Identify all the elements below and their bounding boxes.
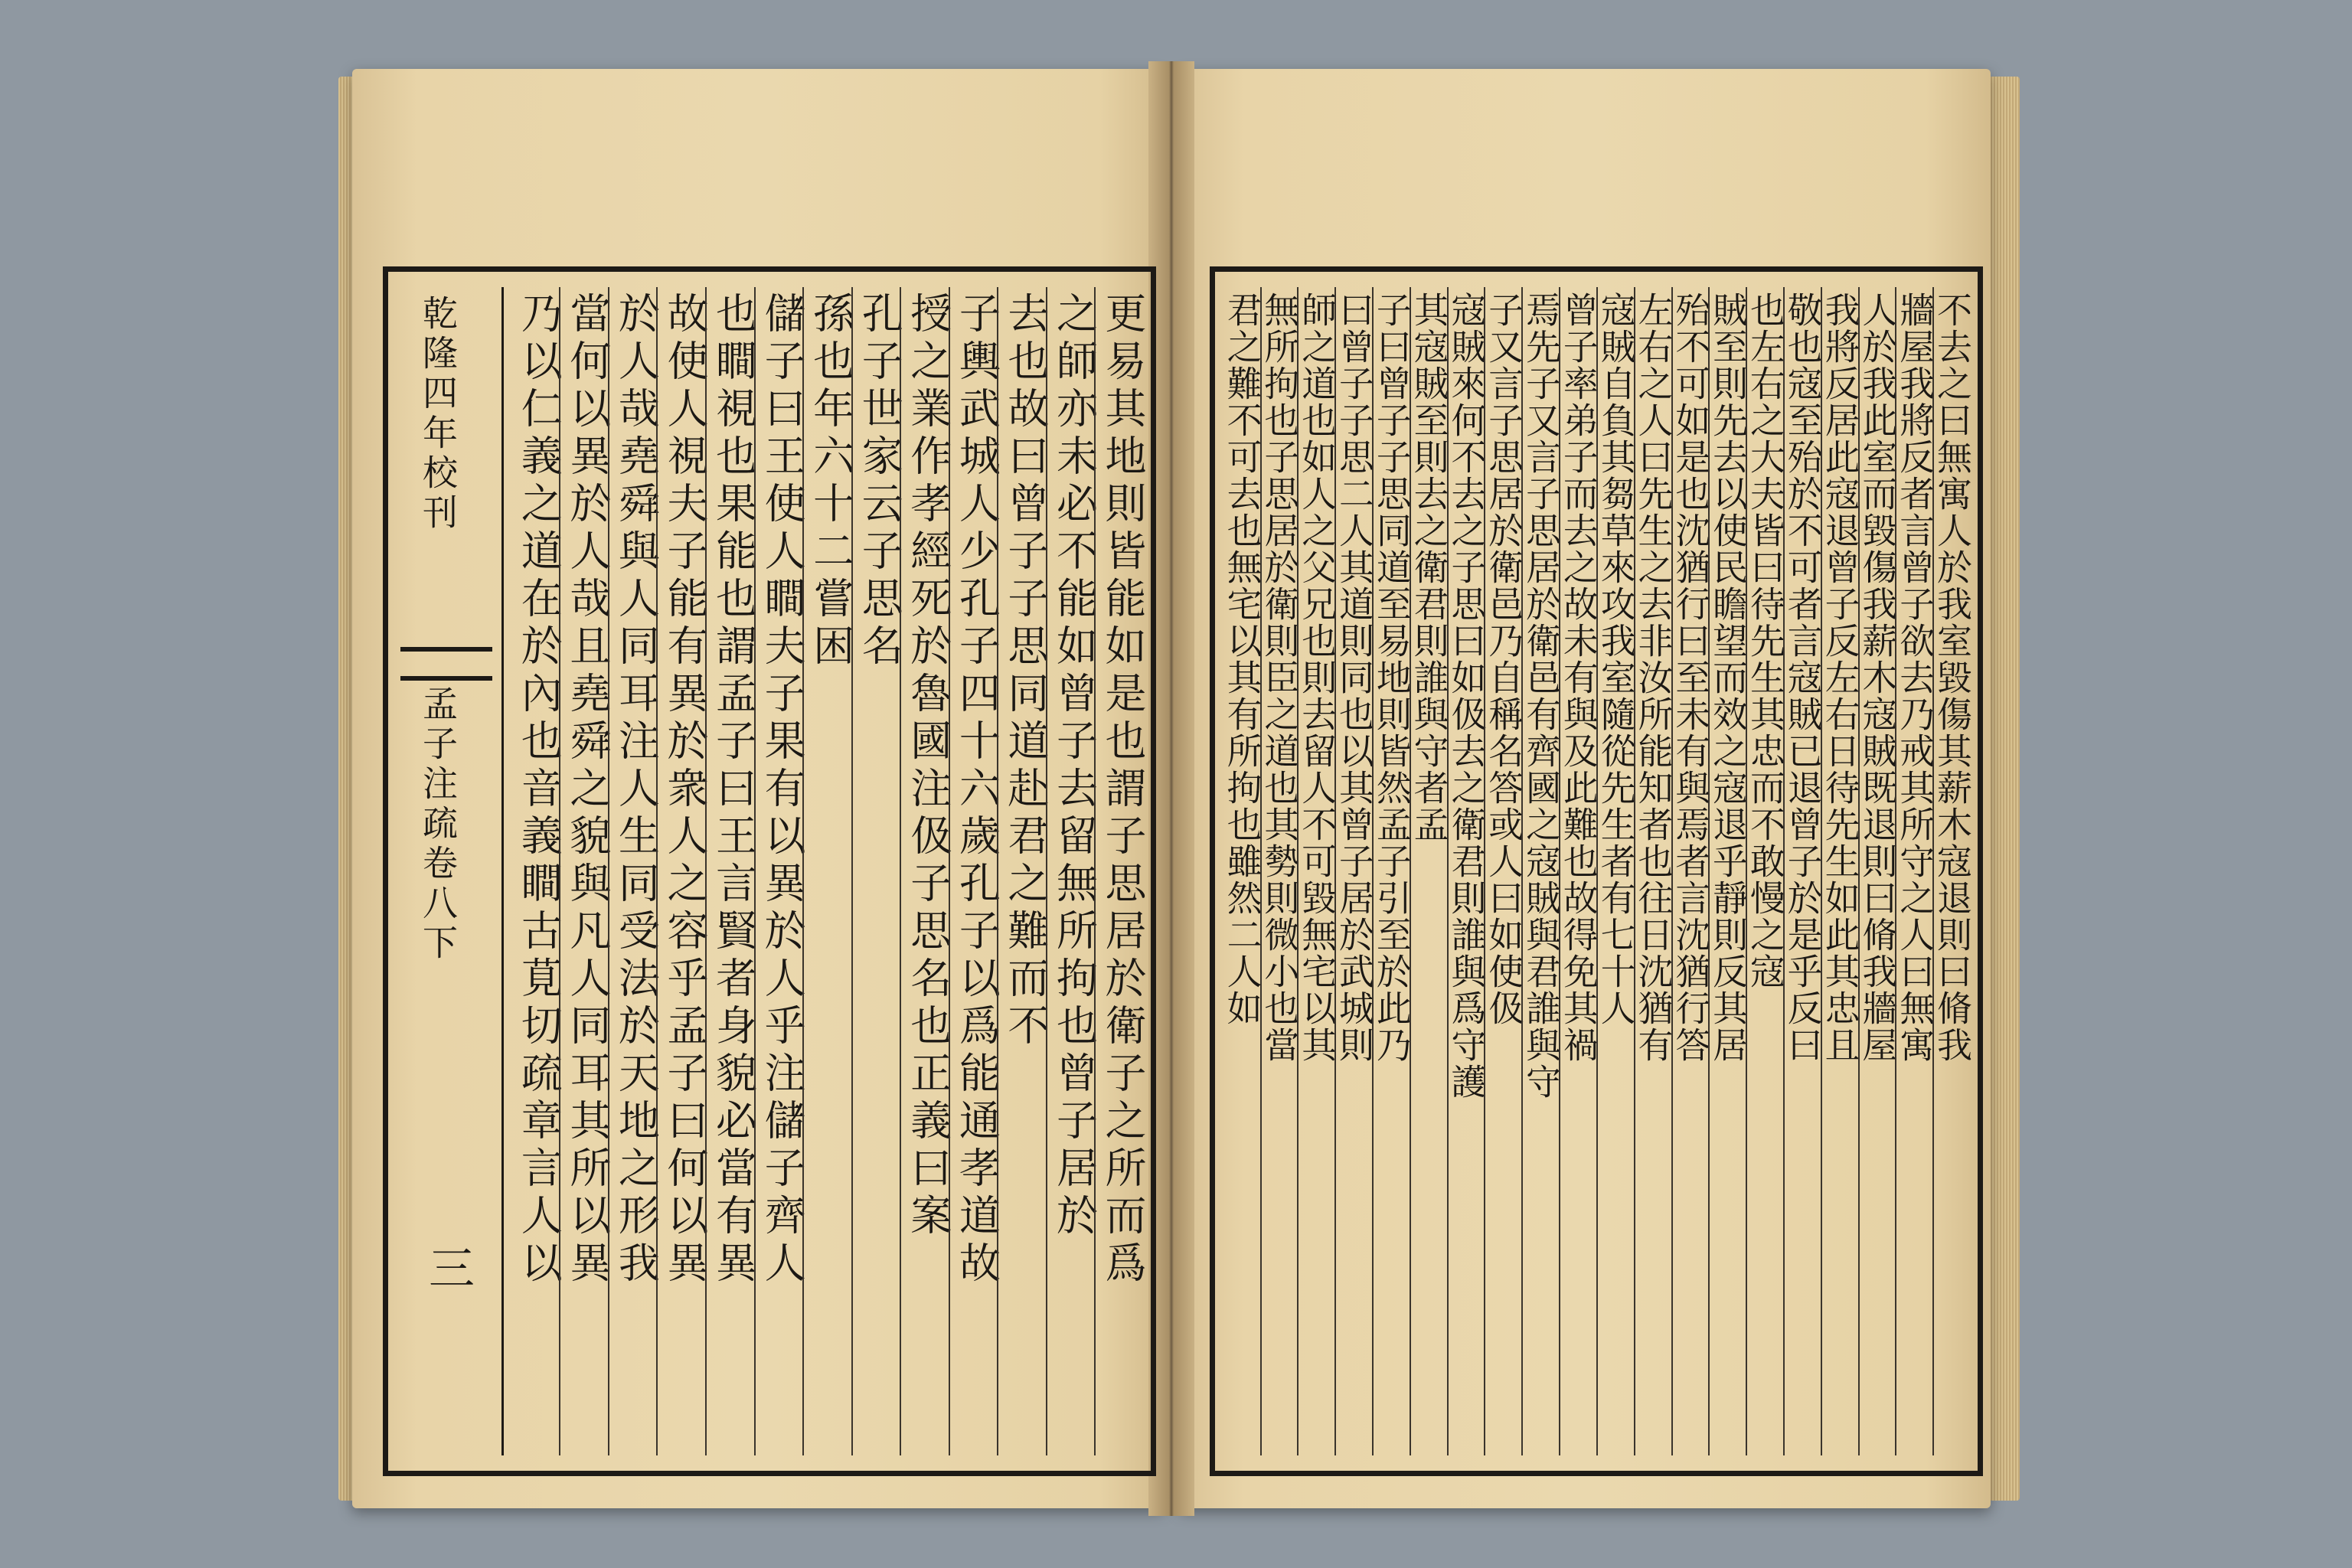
text-column: 焉先子又言子思居於衛邑有齊國之寇賊與君誰與守 bbox=[1521, 287, 1559, 1455]
text-column: 故使人視夫子能有異於衆人之容乎孟子曰何以異 bbox=[656, 287, 705, 1455]
text-column: 無所拘也子思居於衛則臣之道也其勢則微小也當 bbox=[1260, 287, 1298, 1455]
fish-tail-mark bbox=[400, 647, 492, 681]
margin-title: 孟子注疏卷八下 bbox=[417, 685, 459, 964]
text-column: 殆不可如是也沈猶行曰至未有與焉者言沈猶行答 bbox=[1671, 287, 1709, 1455]
left-margin-column bbox=[394, 287, 504, 1455]
text-column: 子曰曾子子思同道至易地則皆然孟子引至於此乃 bbox=[1372, 287, 1410, 1455]
margin-header: 乾隆四年校刊 bbox=[417, 295, 459, 534]
right-text-block bbox=[1221, 287, 1973, 1455]
text-column: 去也故曰曾子子思同道赴君之難而不 bbox=[997, 287, 1046, 1455]
text-column: 授之業作孝經死於魯國注伋子思名也正義曰案 bbox=[900, 287, 949, 1455]
text-column: 師之道也如人之父兄也則去留人不可毀無宅以其 bbox=[1297, 287, 1334, 1455]
text-column: 敬也寇至殆於不可者言寇賊已退曾子於是乎反曰 bbox=[1783, 287, 1821, 1455]
text-column: 君之難不可去也無宅以其有所拘也雖然二人如 bbox=[1221, 292, 1263, 1027]
text-column: 寇賊自負其芻草來攻我室隨從先生者有七十人 bbox=[1596, 287, 1634, 1455]
page-number: 三 bbox=[421, 1244, 475, 1290]
open-book bbox=[352, 61, 1998, 1516]
text-column: 也左右之大夫皆曰待先生其忠而不敢慢之寇 bbox=[1746, 287, 1783, 1455]
text-column: 乃以仁義之道在於內也音義瞷古莧切疏章言人以 bbox=[514, 292, 564, 1289]
text-column: 孔子世家云子思名 bbox=[851, 287, 900, 1455]
left-page-frame bbox=[383, 266, 1156, 1476]
text-column: 牆屋我將反者言曾子欲去乃戒其所守之人曰無寓 bbox=[1895, 287, 1932, 1455]
text-column: 寇賊來何不去之子思曰如伋去之衛君則誰與爲守護 bbox=[1447, 287, 1485, 1455]
left-text-block bbox=[511, 287, 1147, 1455]
text-column: 不去之曰無寓人於我室毀傷其薪木寇退則曰脩我 bbox=[1932, 287, 1970, 1455]
text-column: 也瞷視也果能也謂孟子曰王言賢者身貌必當有異 bbox=[705, 287, 754, 1455]
text-column: 之師亦未必不能如曾子去留無所拘也曾子居於 bbox=[1046, 287, 1095, 1455]
text-column: 人於我此室而毀傷我薪木寇賊既退則曰脩我牆屋 bbox=[1858, 287, 1896, 1455]
text-column: 更易其地則皆能如是也謂子思居於衛子之所而爲 bbox=[1094, 287, 1143, 1455]
text-column: 我將反居此寇退曾子反左右日待先生如此其忠且 bbox=[1821, 287, 1858, 1455]
text-column: 儲子曰王使人瞷夫子果有以異於人乎注儲子齊人 bbox=[754, 287, 803, 1455]
text-column: 子輿武城人少孔子四十六歲孔子以爲能通孝道故 bbox=[949, 287, 998, 1455]
text-column: 左右之人曰先生之去非汝所能知者也往日沈猶有 bbox=[1634, 287, 1671, 1455]
text-column: 曰曾子子思二人其道則同也以其曾子居於武城則 bbox=[1334, 287, 1372, 1455]
text-column: 於人哉堯舜與人同耳注人生同受法於天地之形我 bbox=[608, 287, 657, 1455]
text-column: 其寇賊至則去之衛君則誰與守者孟 bbox=[1410, 287, 1447, 1455]
text-column: 曾子率弟子而去之故未有與及此難也故得免其禍 bbox=[1559, 287, 1596, 1455]
text-column: 子又言子思居於衛邑乃自稱名答或人曰如使伋 bbox=[1484, 287, 1521, 1455]
text-column: 當何以異於人哉且堯舜之貌與凡人同耳其所以異 bbox=[559, 287, 608, 1455]
right-page-edges bbox=[1989, 77, 2020, 1501]
right-page-frame bbox=[1210, 266, 1983, 1476]
text-column: 賊至則先去以使民瞻望而效之寇退乎靜則反其居 bbox=[1708, 287, 1746, 1455]
text-column: 孫也年六十二嘗困 bbox=[802, 287, 851, 1455]
